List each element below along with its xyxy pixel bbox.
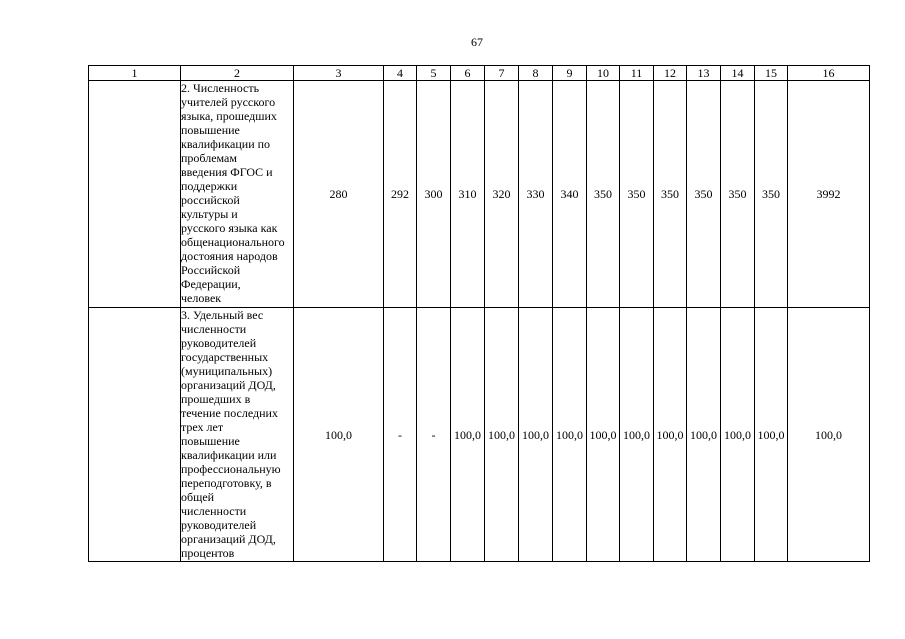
row-1-value-col-4: 292 <box>384 81 417 308</box>
header-col-16: 16 <box>788 66 870 81</box>
table-row-teachers-count <box>89 81 870 308</box>
header-col-1: 1 <box>89 66 181 81</box>
table-row-managers-share <box>89 308 870 562</box>
row-1-value-col-7: 320 <box>485 81 519 308</box>
row-1-indicator-label: 2. Численность учителей русского языка, прошедших повышение квалификации по проблемам введения ФГОС и поддержки российской культуры и русского языка как общенационального достояния народов Российской Федерации, человек <box>181 81 294 308</box>
header-col-8: 8 <box>519 66 553 81</box>
header-col-10: 10 <box>587 66 620 81</box>
header-col-13: 13 <box>687 66 721 81</box>
row-1-value-col-8: 330 <box>519 81 553 308</box>
header-col-4: 4 <box>384 66 417 81</box>
row-1-value-col-6: 310 <box>451 81 485 308</box>
header-col-3: 3 <box>294 66 384 81</box>
header-col-11: 11 <box>620 66 654 81</box>
header-col-7: 7 <box>485 66 519 81</box>
row-1-value-col-3: 280 <box>294 81 384 308</box>
row-1-value-col-14: 350 <box>721 81 755 308</box>
header-col-2: 2 <box>181 66 294 81</box>
row-1-value-col-12: 350 <box>654 81 687 308</box>
row-1-value-col-9: 340 <box>553 81 587 308</box>
row-2-indicator-label: 3. Удельный вес численности руководителей государственных (муниципальных) организаций ДОД, прошедших в течение последних трех лет повышение квалификации или профессиональную переподготовку, в общей численности руководителей организаций ДОД, процентов <box>181 308 294 562</box>
row-2-value-col-9: 100,0 <box>553 308 587 562</box>
row-2-col-1-empty <box>89 308 181 562</box>
row-2-value-col-8: 100,0 <box>519 308 553 562</box>
row-1-value-col-5: 300 <box>417 81 451 308</box>
row-2-value-col-15: 100,0 <box>755 308 788 562</box>
row-1-col-1-empty <box>89 81 181 308</box>
header-col-6: 6 <box>451 66 485 81</box>
row-1-value-col-15: 350 <box>755 81 788 308</box>
row-2-value-col-16-total: 100,0 <box>788 308 870 562</box>
table-body <box>89 66 870 562</box>
row-1-value-col-16-total: 3992 <box>788 81 870 308</box>
indicators-table <box>88 65 870 562</box>
header-col-9: 9 <box>553 66 587 81</box>
row-2-value-col-4: - <box>384 308 417 562</box>
header-col-15: 15 <box>755 66 788 81</box>
header-row <box>89 66 870 81</box>
row-2-value-col-7: 100,0 <box>485 308 519 562</box>
header-col-12: 12 <box>654 66 687 81</box>
row-2-value-col-3: 100,0 <box>294 308 384 562</box>
row-2-value-col-11: 100,0 <box>620 308 654 562</box>
row-1-value-col-13: 350 <box>687 81 721 308</box>
header-col-5: 5 <box>417 66 451 81</box>
row-2-value-col-13: 100,0 <box>687 308 721 562</box>
row-2-value-col-5: - <box>417 308 451 562</box>
row-1-value-col-11: 350 <box>620 81 654 308</box>
row-2-value-col-6: 100,0 <box>451 308 485 562</box>
row-2-value-col-14: 100,0 <box>721 308 755 562</box>
row-2-value-col-10: 100,0 <box>587 308 620 562</box>
row-2-value-col-12: 100,0 <box>654 308 687 562</box>
header-col-14: 14 <box>721 66 755 81</box>
page-number: 67 <box>471 35 483 49</box>
row-1-value-col-10: 350 <box>587 81 620 308</box>
